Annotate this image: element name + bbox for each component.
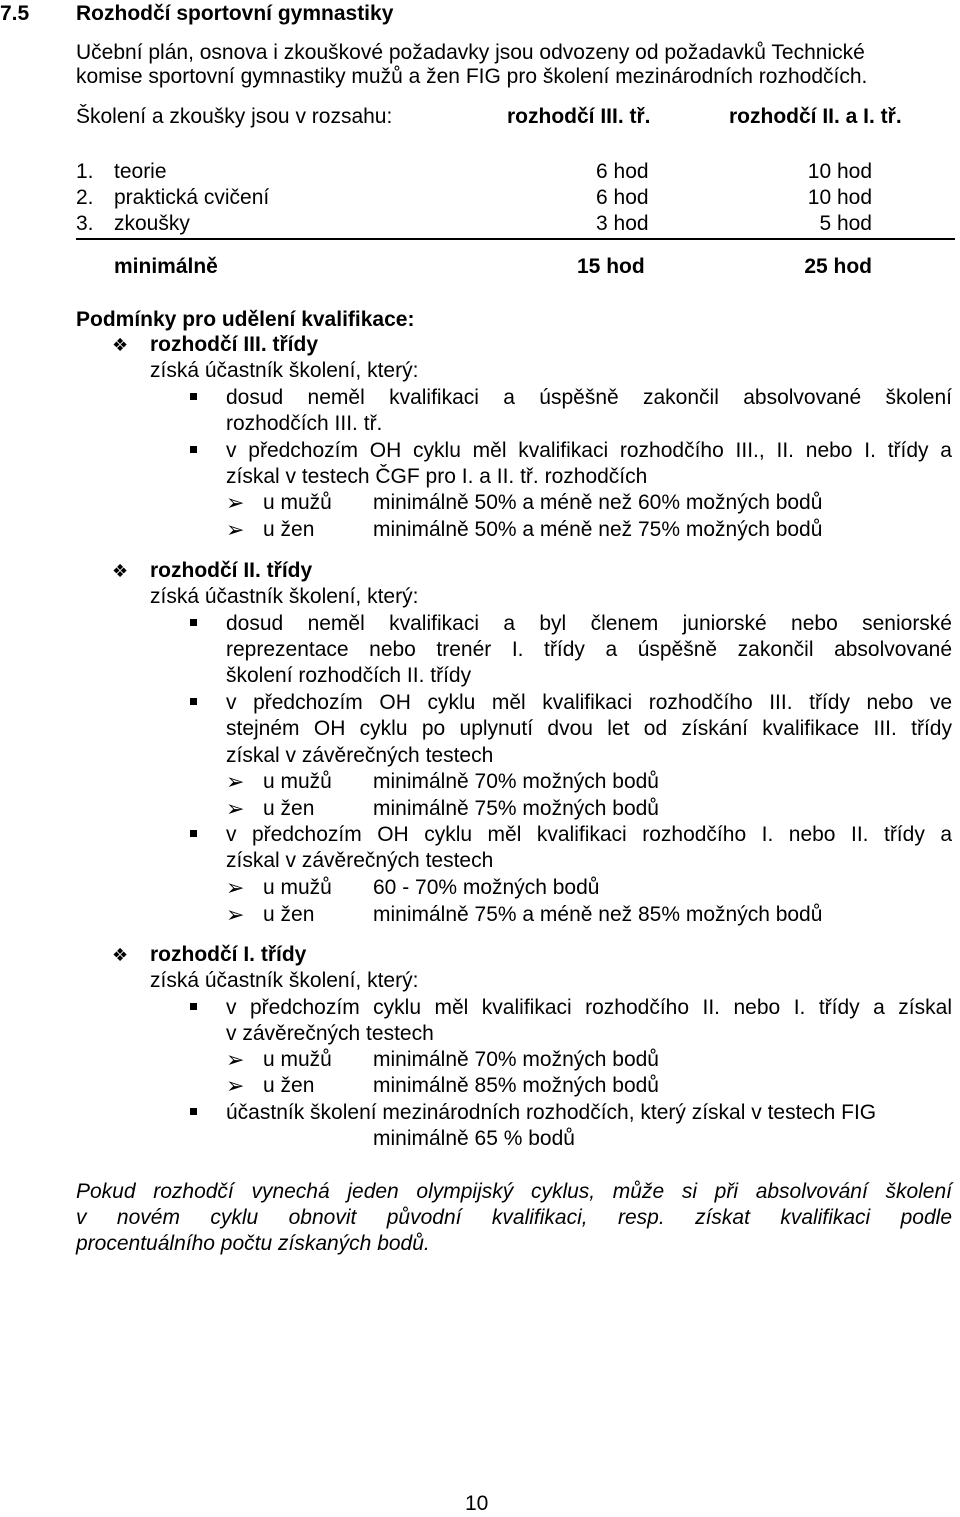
arrow-bullet-icon: ➢ [226,1047,245,1072]
class1-bullet2-line2: minimálně 65 % bodů [373,1127,575,1150]
class2-bullet1-line3: školení rozhodčích II. třídy [226,664,472,687]
arrow-bullet-icon: ➢ [226,769,245,794]
class1-sub-req: minimálně 70% možných bodů [373,1048,659,1071]
hours-total-col1: 15 hod [577,255,645,278]
square-bullet-icon [190,619,197,626]
class3-bullet2-line1: v předchozím OH cyklu měl kvalifikaci rozhodčího III., II. nebo I. třídy a [226,439,952,462]
class2-intro: získá účastník školení, který: [150,585,419,608]
class2-bullet3-line2: získal v závěrečných testech [226,849,494,872]
note-line-2: v novém cyklu obnovit původní kvalifikaci, resp. získat kvalifikaci podle [76,1206,952,1229]
square-bullet-icon [190,830,197,837]
conditions-heading: Podmínky pro udělení kvalifikace: [76,308,415,331]
class3-sub-req: minimálně 50% a méně než 75% možných bodů [373,518,823,541]
class1-bullet1-line1: v předchozím cyklu měl kvalifikaci rozhodčího II. nebo I. třídy a získal [226,996,952,1019]
class1-sub-req: minimálně 85% možných bodů [373,1074,659,1097]
class2-sub-req: 60 - 70% možných bodů [373,876,600,899]
square-bullet-icon [190,393,197,400]
hours-row-col1: 3 hod [596,212,649,235]
class3-bullet1-line1: dosud neměl kvalifikaci a úspěšně zakončil absolvované školení [226,386,952,409]
square-bullet-icon [190,1108,197,1115]
hours-total-label: minimálně [114,255,218,278]
class3-sub-who: u žen [263,518,315,541]
hours-row-no: 1. [76,160,94,183]
class2-sub-req: minimálně 70% možných bodů [373,770,659,793]
hours-row-name: praktická cvičení [114,186,270,209]
square-bullet-icon [190,446,197,453]
intro-line-1: Učební plán, osnova i zkouškové požadavky jsou odvozeny od požadavků Technické [76,41,865,64]
diamond-bullet-icon: ❖ [112,561,129,581]
class3-intro: získá účastník školení, který: [150,359,419,382]
arrow-bullet-icon: ➢ [226,796,245,821]
class1-bullet1-line2: v závěrečných testech [226,1022,434,1045]
diamond-bullet-icon: ❖ [112,335,129,355]
class2-sub-who: u mužů [263,876,332,899]
scope-column-1: rozhodčí III. tř. [507,105,651,128]
hours-row-name: zkoušky [114,212,190,235]
class3-bullet2-line2: získal v testech ČGF pro I. a II. tř. rozhodčích [226,465,648,488]
class2-bullet2-line2: stejném OH cyklu po uplynutí dvou let od získání kvalifikace III. třídy [226,717,952,740]
class1-intro: získá účastník školení, který: [150,969,419,992]
class2-bullet2-line3: získal v závěrečných testech [226,744,494,767]
class2-title: rozhodčí II. třídy [150,559,313,582]
class1-sub-who: u mužů [263,1048,332,1071]
class2-sub-req: minimálně 75% možných bodů [373,797,659,820]
hours-row-no: 3. [76,212,94,235]
square-bullet-icon [190,1003,197,1010]
hours-row-no: 2. [76,186,94,209]
class3-sub-who: u mužů [263,491,332,514]
hours-row-col2: 10 hod [807,186,872,209]
class2-sub-who: u mužů [263,770,332,793]
arrow-bullet-icon: ➢ [226,875,245,900]
square-bullet-icon [190,698,197,705]
intro-line-2: komise sportovní gymnastiky mužů a žen FIG pro školení mezinárodních rozhodčích. [76,65,868,88]
class3-sub-req: minimálně 50% a méně než 60% možných bodů [373,491,823,514]
hours-row-col2: 5 hod [819,212,872,235]
arrow-bullet-icon: ➢ [226,490,245,515]
note-line-3: procentuálního počtu získaných bodů. [76,1232,430,1255]
section-title: Rozhodčí sportovní gymnastiky [76,2,394,25]
hours-total-col2: 25 hod [804,255,872,278]
class3-bullet1-line2: rozhodčích III. tř. [226,412,383,435]
arrow-bullet-icon: ➢ [226,517,245,542]
note-line-1: Pokud rozhodčí vynechá jeden olympijský cyklus, může si při absolvování školení [76,1180,952,1203]
hours-row-col1: 6 hod [596,160,649,183]
hours-row-col1: 6 hod [596,186,649,209]
class2-sub-who: u žen [263,903,315,926]
hours-row-col2: 10 hod [807,160,872,183]
scope-column-2: rozhodčí II. a I. tř. [729,105,902,128]
class3-title: rozhodčí III. třídy [150,333,319,356]
page-number: 10 [465,1492,489,1515]
arrow-bullet-icon: ➢ [226,1073,245,1098]
diamond-bullet-icon: ❖ [112,945,129,965]
class2-bullet1-line2: reprezentace nebo trenér I. třídy a úspěšně zakončil absolvované [226,638,952,661]
class1-title: rozhodčí I. třídy [150,943,307,966]
class1-sub-who: u žen [263,1074,315,1097]
class1-bullet2-line1: účastník školení mezinárodních rozhodčích, který získal v testech FIG [226,1101,877,1124]
class2-bullet3-line1: v předchozím OH cyklu měl kvalifikaci rozhodčího I. nebo II. třídy a [226,823,952,846]
hours-row-name: teorie [114,160,167,183]
class2-sub-who: u žen [263,797,315,820]
table-rule [76,238,955,240]
arrow-bullet-icon: ➢ [226,902,245,927]
scope-label: Školení a zkoušky jsou v rozsahu: [76,105,393,128]
class2-bullet2-line1: v předchozím OH cyklu měl kvalifikaci rozhodčího III. třídy nebo ve [226,691,952,714]
section-number: 7.5 [0,2,30,25]
class2-bullet1-line1: dosud neměl kvalifikaci a byl členem juniorské nebo seniorské [226,612,952,635]
class2-sub-req: minimálně 75% a méně než 85% možných bodů [373,903,823,926]
